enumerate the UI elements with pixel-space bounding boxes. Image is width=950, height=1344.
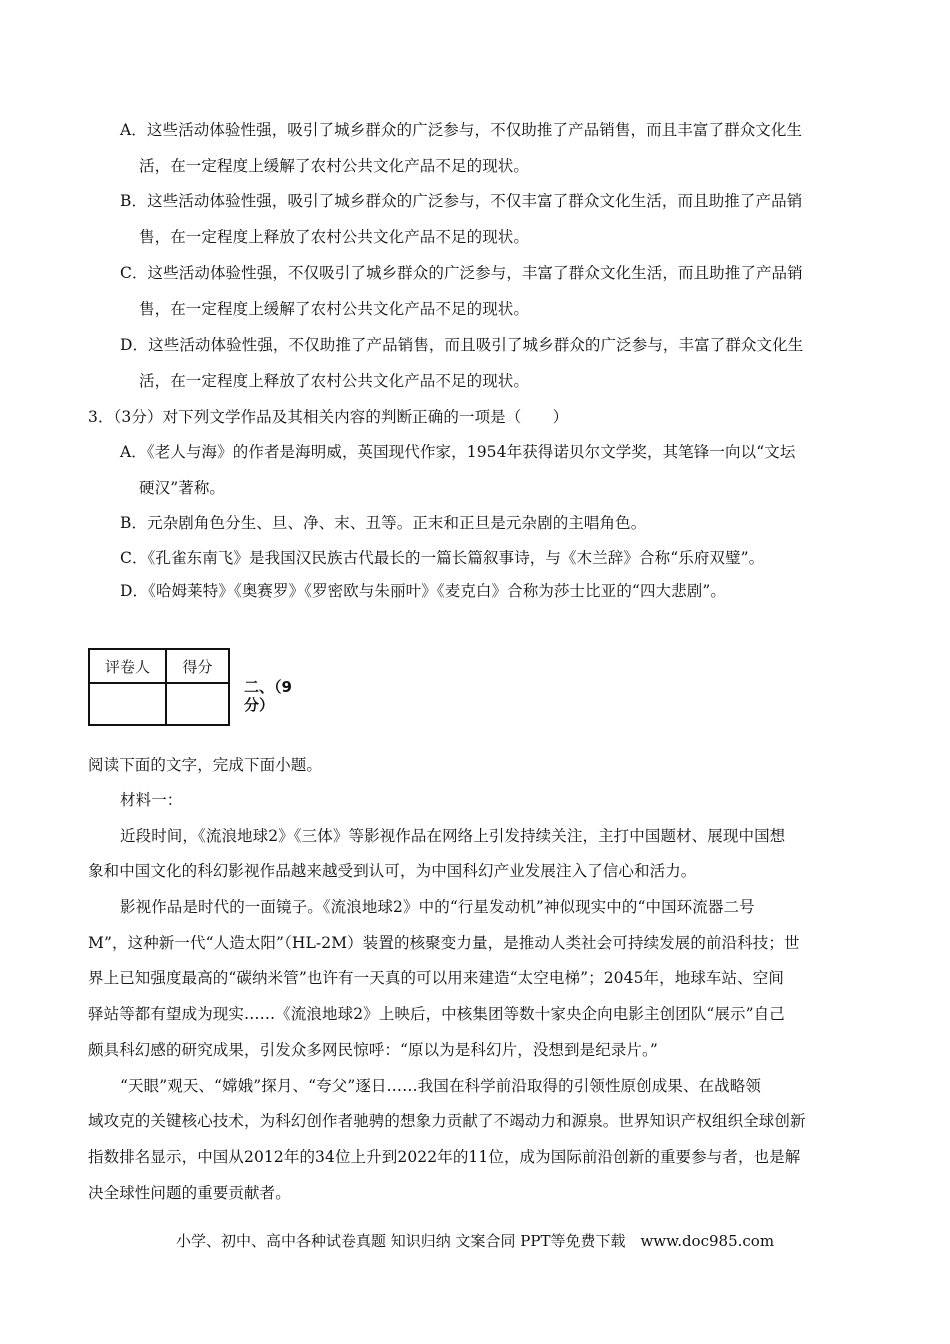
material-label: 材料一： bbox=[120, 791, 183, 809]
q3-option-b: B．元杂剧角色分生、旦、净、末、丑等。正末和正旦是元杂剧的主唱角色。 bbox=[120, 514, 647, 532]
paragraph-1-line2: 象和中国文化的科幻影视作品越来越受到认可，为中国科幻产业发展注入了信心和活力。 bbox=[88, 862, 697, 880]
paragraph-3-line1: “天眼”观天、“嫦娥”探月、“夸父”逐日……我国在科学前沿取得的引领性原创成果、在战略领 bbox=[120, 1077, 761, 1095]
q3-option-a-line2: 硬汉”著称。 bbox=[139, 479, 226, 497]
paragraph-1-line1: 近段时间，《流浪地球2》《三体》等影视作品在网络上引发持续关注，主打中国题材、展现中国想 bbox=[120, 827, 786, 845]
q2-option-d-line2: 活，在一定程度上释放了农村公共文化产品不足的现状。 bbox=[139, 372, 530, 390]
section-heading: 二、（9分） bbox=[244, 678, 292, 714]
q2-option-b-line1: B．这些活动体验性强，吸引了城乡群众的广泛参与，不仅丰富了群众文化生活，而且助推了产品销 bbox=[120, 192, 803, 210]
paragraph-2-line5: 颇具科幻感的研究成果，引发众多网民惊呼：“原以为是科幻片，没想到是纪录片。” bbox=[88, 1041, 658, 1059]
q2-option-b-line2: 售，在一定程度上释放了农村公共文化产品不足的现状。 bbox=[139, 228, 530, 246]
paragraph-2-line2: M”，这种新一代“人造太阳”（HL-2M）装置的核聚变力量，是推动人类社会可持续发展的前沿科技；世 bbox=[88, 934, 800, 952]
q2-option-a-line2: 活，在一定程度上缓解了农村公共文化产品不足的现状。 bbox=[139, 157, 530, 175]
paragraph-3-line4: 决全球性问题的重要贡献者。 bbox=[88, 1184, 291, 1202]
paragraph-3-line3: 指数排名显示，中国从2012年的34位上升到2022年的11位，成为国际前沿创新的重要参与者，也是解 bbox=[88, 1148, 801, 1166]
paragraph-2-line4: 驿站等都有望成为现实……《流浪地球2》上映后，中核集团等数十家央企向电影主创团队“展示”自己 bbox=[88, 1005, 785, 1023]
footer-download-note: 小学、初中、高中各种试卷真题 知识归纳 文案合同 PPT等免费下载 www.doc985.com bbox=[175, 1232, 775, 1250]
q2-option-c-line2: 售，在一定程度上缓解了农村公共文化产品不足的现状。 bbox=[139, 300, 530, 318]
q3-option-a-line1: A．《老人与海》的作者是海明威，英国现代作家，1954年获得诺贝尔文学奖，其笔锋一向以“文坛 bbox=[120, 443, 796, 461]
q2-option-c-line1: C．这些活动体验性强，不仅吸引了城乡群众的广泛参与，丰富了群众文化生活，而且助推了产品销 bbox=[120, 264, 803, 282]
paragraph-3-line2: 域攻克的关键核心技术，为科幻创作者驰骋的想象力贡献了不竭动力和源泉。世界知识产权组织全球创新 bbox=[88, 1112, 806, 1130]
score-cell bbox=[166, 683, 229, 725]
grader-header: 评卷人 bbox=[89, 649, 166, 683]
q2-option-d-line1: D．这些活动体验性强，不仅助推了产品销售，而且吸引了城乡群众的广泛参与，丰富了群众文化生 bbox=[120, 336, 804, 354]
q2-option-a-line1: A．这些活动体验性强，吸引了城乡群众的广泛参与，不仅助推了产品销售，而且丰富了群众文化生 bbox=[120, 121, 803, 139]
score-table bbox=[88, 648, 230, 726]
score-header: 得分 bbox=[166, 649, 229, 683]
paragraph-2-line1: 影视作品是时代的一面镜子。《流浪地球2》中的“行星发动机”神似现实中的“中国环流器二号 bbox=[120, 898, 755, 916]
paragraph-2-line3: 界上已知强度最高的“碳纳米管”也许有一天真的可以用来建造“太空电梯”；2045年，地球车站、空间 bbox=[88, 969, 784, 987]
grader-cell bbox=[89, 683, 166, 725]
q3-option-c: C．《孔雀东南飞》是我国汉民族古代最长的一篇长篇叙事诗，与《木兰辞》合称“乐府双璧”。 bbox=[120, 549, 765, 567]
q3-stem: 3．（3分）对下列文学作品及其相关内容的判断正确的一项是（ ） bbox=[88, 408, 569, 426]
q3-option-d: D．《哈姆莱特》《奥赛罗》《罗密欧与朱丽叶》《麦克白》合称为莎士比亚的“四大悲剧”。 bbox=[120, 582, 726, 600]
reading-instruction: 阅读下面的文字，完成下面小题。 bbox=[88, 756, 323, 774]
